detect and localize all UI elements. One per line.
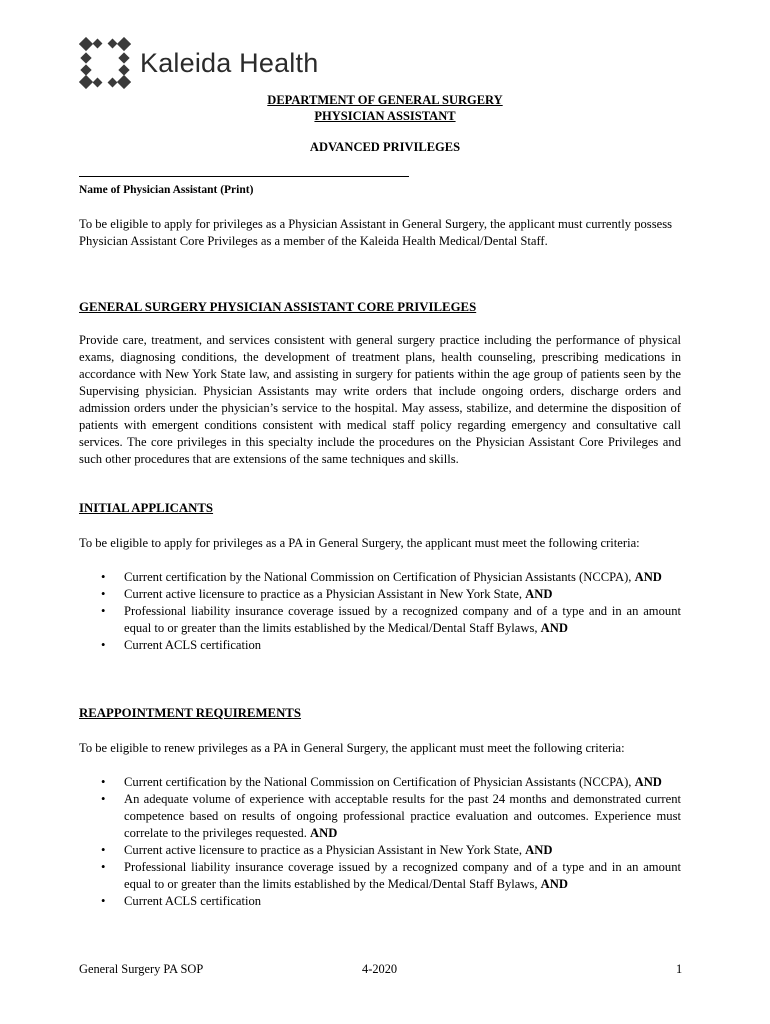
department-title: DEPARTMENT OF GENERAL SURGERY: [267, 93, 503, 107]
criteria-and-conjunction: AND: [540, 621, 568, 635]
footer-page-number: 1: [676, 962, 683, 976]
criteria-and-conjunction: AND: [634, 570, 662, 584]
criteria-text: Professional liability insurance coverage issued by a recognized company and of a type and in an amount equal to or greater than the limits established by the Medical/Dental Staff Bylaws,: [124, 860, 681, 891]
initial-criteria-list: [79, 569, 681, 654]
criteria-item: [79, 586, 681, 603]
footer-document-name: General Surgery PA SOP: [79, 962, 204, 976]
criteria-and-conjunction: AND: [525, 843, 553, 857]
criteria-and-conjunction: AND: [310, 826, 338, 840]
bullet-icon: •: [101, 570, 106, 584]
kaleida-health-logo: [79, 37, 318, 89]
criteria-text: Professional liability insurance coverage issued by a recognized company and of a type and in an amount equal to or greater than the limits established by the Medical/Dental Staff Bylaws,: [124, 604, 681, 635]
intro-paragraph: To be eligible to apply for privileges as a Physician Assistant in General Surgery, the applicant must currently possess Physician Assistant Core Privileges as a member of the Kaleida Health Medical/Dental Staff.: [79, 217, 672, 248]
criteria-item: [79, 859, 681, 893]
criteria-item: [79, 603, 681, 637]
criteria-text: Current active licensure to practice as a Physician Assistant in New York State,: [124, 587, 523, 601]
criteria-and-conjunction: AND: [634, 775, 662, 789]
role-title: PHYSICIAN ASSISTANT: [314, 109, 456, 123]
bullet-icon: •: [101, 792, 106, 806]
criteria-item: [79, 842, 681, 859]
name-field-label: Name of Physician Assistant (Print): [79, 184, 254, 196]
criteria-text: Current ACLS certification: [124, 894, 262, 908]
criteria-text: Current certification by the National Commission on Certification of Physician Assistants (NCCPA),: [124, 775, 632, 789]
criteria-item: [79, 569, 681, 586]
logo-wordmark: Kaleida Health: [140, 47, 319, 78]
criteria-text: An adequate volume of experience with acceptable results for the past 24 months and demonstrated current competence based on results of ongoing professional practice evaluation and outcomes. Experience must correlate to the privileges requested.: [124, 792, 681, 840]
criteria-item: [79, 893, 681, 910]
criteria-and-conjunction: AND: [540, 877, 568, 891]
privileges-title: ADVANCED PRIVILEGES: [309, 140, 461, 154]
bullet-icon: •: [101, 843, 106, 857]
core-privileges-text: Provide care, treatment, and services consistent with general surgery practice including the performance of physical exams, diagnosing conditions, the development of treatment plans, health counseling, prescribing medications in accordance with New York State law, and assisting in surgery for patients within the age group of patients seen by the Supervising physician. Physician Assistants may write orders that include ongoing orders, discharge orders and admission orders under the physician’s service to the hospital. May assess, stabilize, and determine the disposition of patients with emergent conditions consistent with medical staff policy regarding emergency and consultative call services. The core privileges in this specialty include the procedures on the Physician Assistant Core Privileges and such other procedures that are extensions of the same techniques and skills.: [79, 333, 681, 466]
bullet-icon: •: [101, 638, 106, 652]
core-privileges-heading: GENERAL SURGERY PHYSICIAN ASSISTANT CORE PRIVILEGES: [79, 300, 477, 314]
bullet-icon: •: [101, 894, 106, 908]
criteria-text: Current certification by the National Commission on Certification of Physician Assistants (NCCPA),: [124, 570, 632, 584]
criteria-item: [79, 791, 681, 842]
bullet-icon: •: [101, 775, 106, 789]
reappointment-intro: To be eligible to renew privileges as a PA in General Surgery, the applicant must meet the following criteria:: [79, 741, 625, 755]
criteria-text: Current active licensure to practice as a Physician Assistant in New York State,: [124, 843, 523, 857]
initial-applicants-heading: INITIAL APPLICANTS: [79, 501, 214, 515]
bullet-icon: •: [101, 860, 106, 874]
criteria-and-conjunction: AND: [525, 587, 553, 601]
criteria-item: [79, 774, 681, 791]
initial-applicants-intro: To be eligible to apply for privileges as a PA in General Surgery, the applicant must meet the following criteria:: [79, 536, 640, 550]
kaleida-logo-icon: [79, 37, 131, 89]
name-signature-line: [79, 176, 409, 177]
bullet-icon: •: [101, 587, 106, 601]
reappointment-criteria-list: [79, 774, 681, 910]
footer-date: 4-2020: [362, 962, 398, 976]
reappointment-heading: REAPPOINTMENT REQUIREMENTS: [79, 706, 301, 720]
criteria-item: [79, 637, 681, 654]
criteria-text: Current ACLS certification: [124, 638, 262, 652]
bullet-icon: •: [101, 604, 106, 618]
